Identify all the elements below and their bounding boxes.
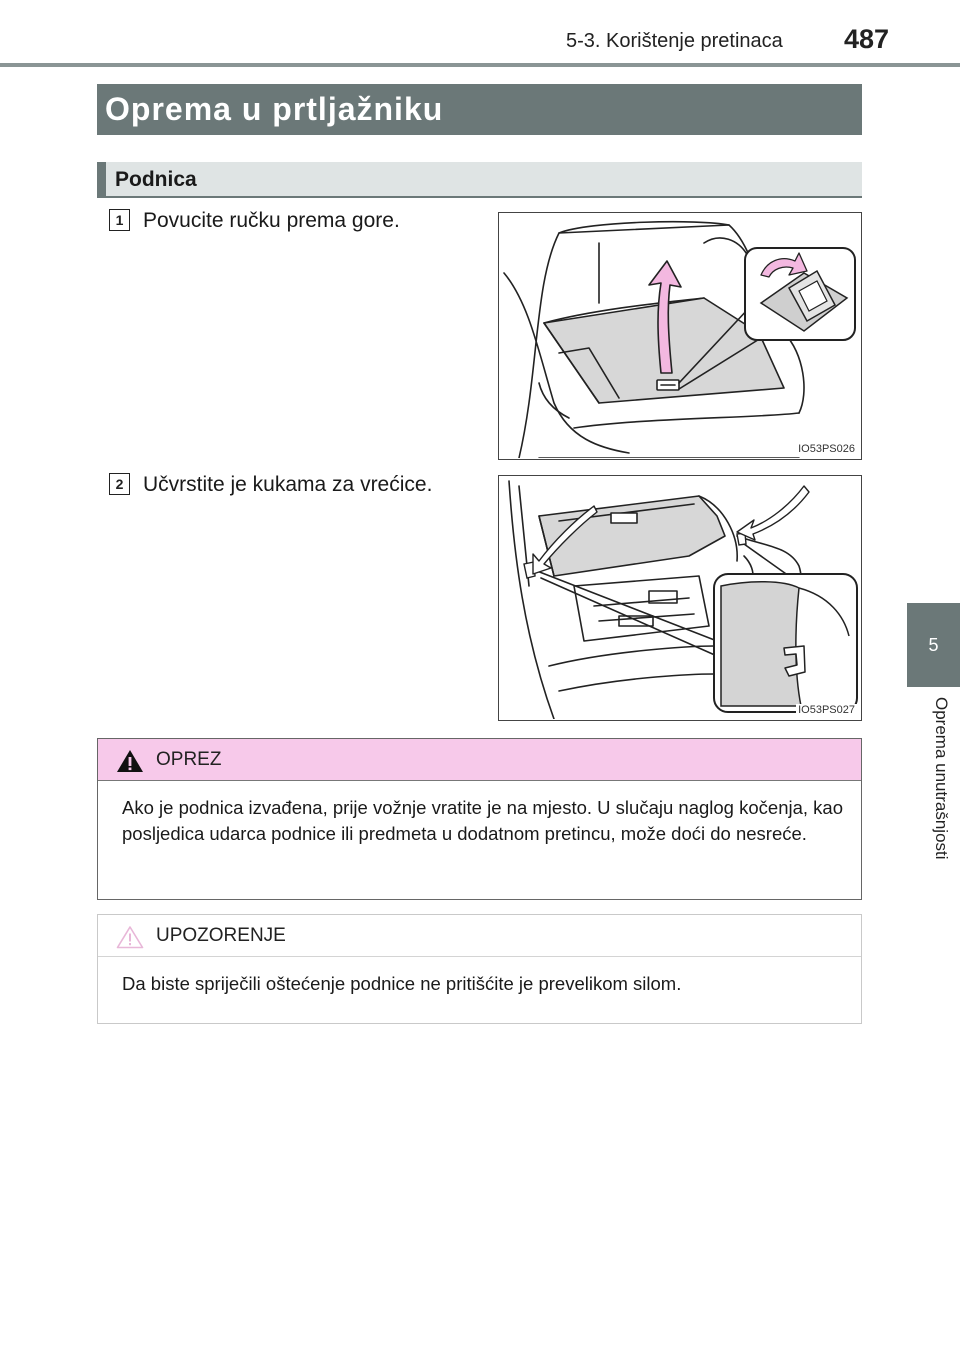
notice-header (98, 915, 861, 957)
chapter-tab: 5 (907, 603, 960, 687)
caution-box (97, 738, 862, 900)
chapter-label (907, 697, 960, 902)
step-2-number: 2 (109, 473, 130, 495)
illustration-pull-handle (498, 212, 862, 460)
step-2-text: Učvrstite je kukama za vrećice. (143, 473, 433, 496)
caution-title: OPREZ (156, 749, 222, 770)
illustration-secure-with-hooks (498, 475, 862, 721)
header-rule (0, 63, 960, 67)
notice-title: UPOZORENJE (156, 925, 286, 946)
caution-body: Ako je podnica izvađena, prije vožnje vratite je na mjesto. U slučaju naglog kočenja, kao posljedica udarca podnice ili predmeta u dodatnom pretincu, može doći do nesreće. (122, 797, 843, 844)
warning-outline-triangle-icon (116, 925, 144, 949)
caution-header (98, 739, 861, 781)
notice-body: Da biste spriječili oštećenje podnice ne pritišćite je prevelikom silom. (122, 973, 682, 994)
section-heading: Podnica (97, 162, 862, 198)
chapter-label-text: Oprema unutrašnjosti (932, 697, 951, 860)
notice-box (97, 914, 862, 1024)
figure-code: IO53PS027 (798, 704, 855, 716)
page-number: 487 (844, 24, 890, 54)
step-1-text: Povucite ručku prema gore. (143, 209, 400, 232)
figure-code: IO53PS026 (798, 443, 855, 455)
step-1-number: 1 (109, 209, 130, 231)
running-header: 5-3. Korištenje pretinaca (566, 30, 783, 52)
warning-triangle-icon (116, 749, 144, 773)
page-title: Oprema u prtljažniku (97, 84, 862, 135)
